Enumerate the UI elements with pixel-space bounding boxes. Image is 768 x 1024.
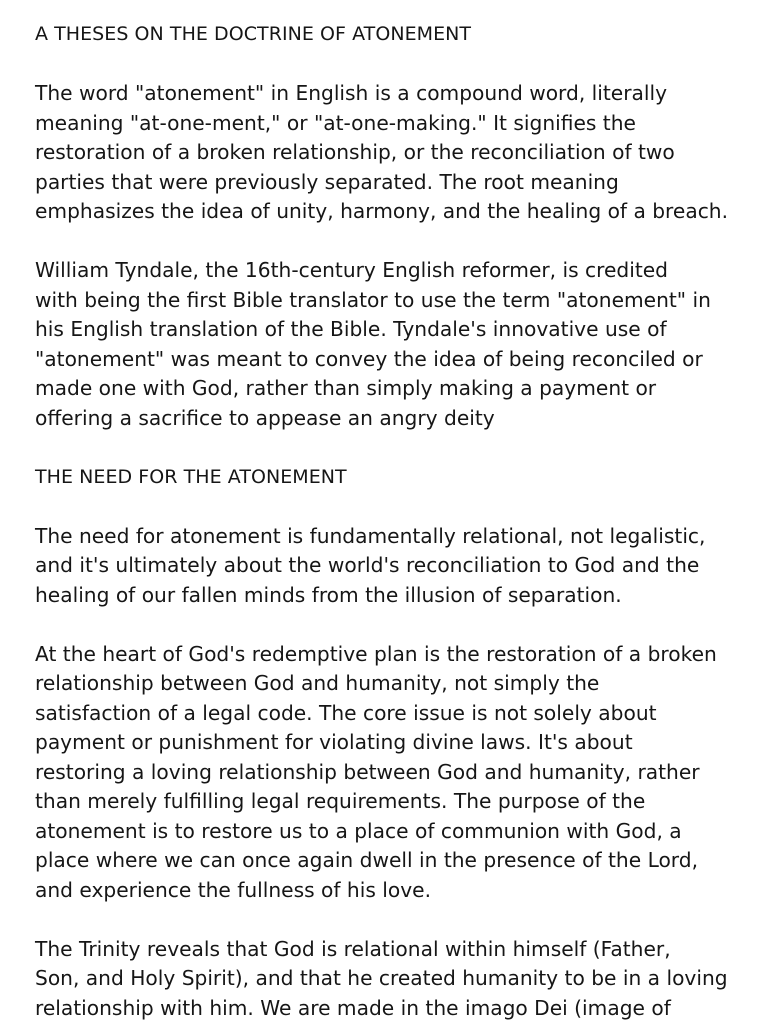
text-line: At the heart of God's redemptive plan is the restoration of a broken xyxy=(35,641,717,666)
paragraph-tyndale xyxy=(35,256,732,433)
text-line: satisfaction of a legal code. The core issue is not solely about xyxy=(35,700,657,725)
paragraph-redemptive-plan xyxy=(35,640,732,906)
paragraph-atonement-definition xyxy=(35,79,732,227)
spacer xyxy=(35,492,732,522)
text-line: The Trinity reveals that God is relational within himself (Father, xyxy=(35,936,671,961)
text-line: restoration of a broken relationship, or the reconciliation of two xyxy=(35,140,675,164)
paragraph-need-relational xyxy=(35,522,732,611)
text-line: than merely fulfilling legal requirements. The purpose of the xyxy=(35,789,646,813)
spacer xyxy=(35,433,732,463)
text-line: Son, and Holy Spirit), and that he created humanity to be in a loving xyxy=(35,966,728,990)
text-line: "atonement" was meant to convey the idea of being reconciled or xyxy=(35,346,703,371)
text-line: made one with God, rather than simply making a payment or xyxy=(35,376,657,400)
text-line: payment or punishment for violating divine laws. It's about xyxy=(35,730,633,754)
text-line: meaning "at-one-ment," or "at-one-making." It signifies the xyxy=(35,110,636,135)
text-line: relationship with him. We are made in the imago Dei (image of xyxy=(35,995,671,1020)
text-line: The need for atonement is fundamentally relational, not legalistic, xyxy=(35,523,706,548)
text-line: and experience the fullness of his love. xyxy=(35,877,431,902)
text-line: The word "atonement" in English is a compound word, literally xyxy=(35,81,668,105)
spacer xyxy=(35,905,732,935)
paragraph-trinity xyxy=(35,935,732,1024)
document-title: A THESES ON THE DOCTRINE OF ATONEMENT xyxy=(35,23,472,45)
text-line: offering a sacrifice to appease an angry deity xyxy=(35,405,495,430)
text-line: place where we can once again dwell in the presence of the Lord, xyxy=(35,848,698,872)
text-line: his English translation of the Bible. Tyndale's innovative use of xyxy=(35,317,667,341)
text-line: and it's ultimately about the world's reconciliation to God and the xyxy=(35,553,700,577)
text-line: relationship between God and humanity, not simply the xyxy=(35,671,600,695)
spacer xyxy=(35,227,732,257)
text-line: emphasizes the idea of unity, harmony, and the healing of a breach. xyxy=(35,199,728,223)
spacer xyxy=(35,610,732,640)
text-line: William Tyndale, the 16th-century English reformer, is credited xyxy=(35,258,668,282)
text-line: parties that were previously separated. The root meaning xyxy=(35,169,619,194)
text-line: atonement is to restore us to a place of communion with God, a xyxy=(35,818,682,843)
section-heading: THE NEED FOR THE ATONEMENT xyxy=(35,465,347,488)
text-line: healing of our fallen minds from the illusion of separation. xyxy=(35,582,622,607)
text-line: with being the first Bible translator to use the term "atonement" in xyxy=(35,287,711,312)
text-line: restoring a loving relationship between God and humanity, rather xyxy=(35,759,700,784)
spacer xyxy=(35,50,732,80)
